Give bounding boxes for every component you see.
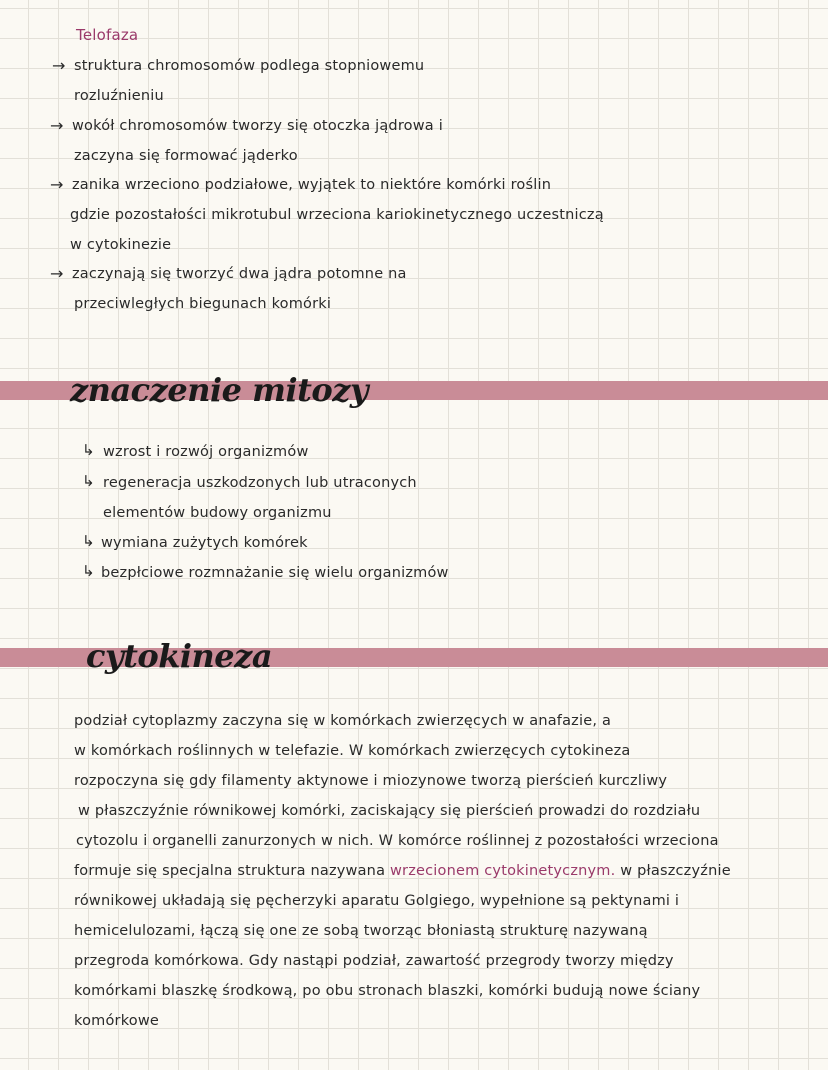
znaczenie-item-2-line-1: regeneracja uszkodzonych lub utraconych — [103, 475, 417, 491]
cytokineza-line-2: w komórkach roślinnych w telefazie. W komórkach zwierzęcych cytokineza — [74, 743, 631, 759]
znaczenie-item-1: wzrost i rozwój organizmów — [103, 444, 309, 460]
arrow-icon: → — [50, 264, 64, 283]
return-arrow-icon: ↳ — [82, 472, 95, 490]
telofaza-title: Telofaza — [76, 26, 139, 44]
cytokineza-line-7: równikowej układają się pęcherzyki aparatu Golgiego, wypełnione są pektynami i — [74, 893, 680, 909]
return-arrow-icon: ↳ — [82, 441, 95, 459]
znaczenie-item-3: wymiana zużytych komórek — [101, 535, 308, 551]
return-arrow-icon: ↳ — [82, 562, 95, 580]
arrow-icon: → — [50, 116, 64, 135]
telofaza-point-1-line-1: struktura chromosomów podlega stopniowemu — [74, 58, 425, 74]
cytokineza-line-6 — [74, 861, 731, 881]
znaczenie-item-2-line-2: elementów budowy organizmu — [103, 505, 332, 521]
arrow-icon: → — [52, 56, 66, 75]
cytokineza-line-3: rozpoczyna się gdy filamenty aktynowe i miozynowe tworzą pierścień kurczliwy — [74, 773, 668, 789]
cytokineza-line-6-prefix: formuje się specjalna struktura nazywana — [74, 863, 386, 879]
telofaza-point-1-line-2: rozluźnieniu — [74, 88, 164, 104]
cytokineza-line-10: komórkami blaszkę środkową, po obu stronach blaszki, komórki budują nowe ściany — [74, 983, 701, 999]
telofaza-point-3-line-1: zanika wrzeciono podziałowe, wyjątek to niektóre komórki roślin — [72, 177, 552, 193]
return-arrow-icon: ↳ — [82, 532, 95, 550]
telofaza-point-3-line-3: w cytokinezie — [70, 237, 172, 253]
cytokineza-line-1: podział cytoplazmy zaczyna się w komórkach zwierzęcych w anafazie, a — [74, 713, 612, 729]
cytokineza-line-5: cytozolu i organelli zanurzonych w nich. W komórce roślinnej z pozostałości wrzeciona — [76, 833, 719, 849]
cytokineza-line-8: hemicelulozami, łączą się one ze sobą tworząc błoniastą strukturę nazywaną — [74, 923, 648, 939]
telofaza-point-3-line-2: gdzie pozostałości mikrotubul wrzeciona kariokinetycznego uczestniczą — [70, 207, 604, 223]
telofaza-point-2-line-2: zaczyna się formować jąderko — [74, 148, 298, 164]
cytokineza-line-6-suffix: w płaszczyźnie — [620, 863, 731, 879]
znaczenie-heading: znaczenie mitozy — [70, 371, 369, 409]
telofaza-point-4-line-2: przeciwległych biegunach komórki — [74, 296, 332, 312]
telofaza-point-4-line-1: zaczynają się tworzyć dwa jądra potomne na — [72, 266, 407, 282]
cytokineza-line-4: w płaszczyźnie równikowej komórki, zaciskający się pierścień prowadzi do rozdziału — [78, 803, 701, 819]
znaczenie-item-4: bezpłciowe rozmnażanie się wielu organizmów — [101, 565, 449, 581]
cytokineza-line-9: przegroda komórkowa. Gdy nastąpi podział, zawartość przegrody tworzy między — [74, 953, 674, 969]
cytokineza-line-11: komórkowe — [74, 1013, 160, 1029]
arrow-icon: → — [50, 175, 64, 194]
highlighted-term: wrzecionem cytokinetycznym. — [389, 863, 616, 879]
telofaza-point-2-line-1: wokół chromosomów tworzy się otoczka jądrowa i — [72, 118, 443, 134]
cytokineza-heading: cytokineza — [86, 637, 273, 675]
